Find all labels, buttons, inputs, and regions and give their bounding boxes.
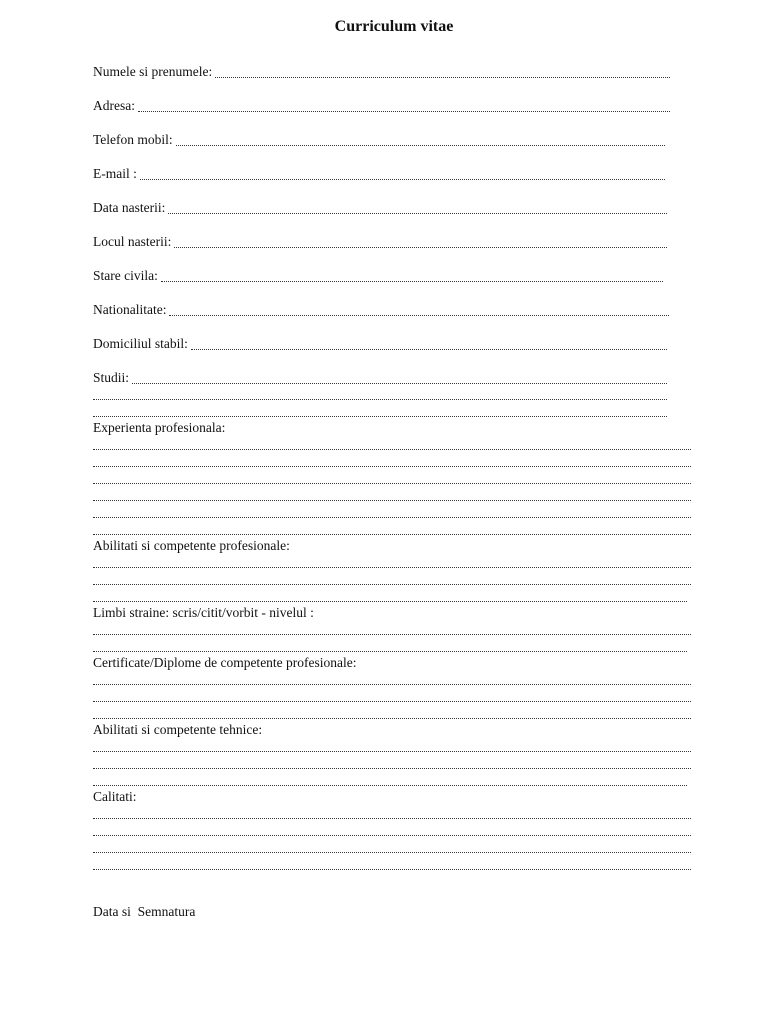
page-title: Curriculum vitae — [334, 18, 454, 35]
field-birth-date-label: Data nasterii: — [93, 200, 166, 215]
field-civil-status[interactable] — [93, 268, 663, 284]
professional-skills-line[interactable] — [93, 571, 691, 588]
field-phone-line[interactable] — [176, 133, 665, 146]
field-nationality-label: Nationalitate: — [93, 302, 167, 317]
languages-line[interactable] — [93, 621, 691, 638]
field-name-label: Numele si prenumele: — [93, 64, 213, 79]
experience-line[interactable] — [93, 521, 691, 538]
section-professional-skills-heading: Abilitati si competente profesionale: — [93, 538, 290, 553]
field-birth-date-line[interactable] — [168, 201, 667, 214]
field-studies[interactable] — [93, 370, 667, 386]
languages-line[interactable] — [93, 638, 687, 655]
field-address-line[interactable] — [138, 99, 670, 112]
signature-date-label: Data si Semnatura — [93, 904, 196, 919]
field-studies-line[interactable] — [132, 371, 667, 384]
field-civil-status-label: Stare civila: — [93, 268, 158, 283]
experience-line[interactable] — [93, 436, 691, 453]
experience-line[interactable] — [93, 453, 691, 470]
qualities-line[interactable] — [93, 839, 691, 856]
field-nationality-line[interactable] — [169, 303, 669, 316]
qualities-line[interactable] — [93, 822, 691, 839]
cv-form — [93, 64, 693, 873]
section-qualities-heading: Calitati: — [93, 789, 137, 804]
section-certificates-heading: Certificate/Diplome de competente profesionale: — [93, 655, 357, 670]
technical-skills-line[interactable] — [93, 738, 691, 755]
field-email[interactable] — [93, 166, 665, 182]
field-civil-status-line[interactable] — [161, 269, 663, 282]
field-studies-label: Studii: — [93, 370, 130, 385]
field-address[interactable] — [93, 98, 670, 114]
field-residence[interactable] — [93, 336, 667, 352]
field-birth-place-label: Locul nasterii: — [93, 234, 172, 249]
section-technical-skills-heading: Abilitati si competente tehnice: — [93, 722, 263, 737]
field-nationality[interactable] — [93, 302, 669, 318]
certificates-line[interactable] — [93, 688, 691, 705]
professional-skills-line[interactable] — [93, 588, 687, 605]
field-phone[interactable] — [93, 132, 665, 148]
field-address-label: Adresa: — [93, 98, 135, 113]
qualities-line[interactable] — [93, 805, 691, 822]
technical-skills-line[interactable] — [93, 772, 687, 789]
field-residence-line[interactable] — [191, 337, 667, 350]
field-birth-place-line[interactable] — [174, 235, 667, 248]
field-name[interactable] — [93, 64, 670, 80]
studies-line[interactable] — [93, 386, 667, 403]
technical-skills-line[interactable] — [93, 755, 691, 772]
field-email-line[interactable] — [140, 167, 665, 180]
experience-line[interactable] — [93, 487, 691, 504]
field-email-label: E-mail : — [93, 166, 137, 181]
studies-line[interactable] — [93, 403, 667, 420]
field-birth-date[interactable] — [93, 200, 667, 216]
certificates-line[interactable] — [93, 705, 691, 722]
qualities-line[interactable] — [93, 856, 691, 873]
experience-line[interactable] — [93, 470, 691, 487]
professional-skills-line[interactable] — [93, 554, 691, 571]
field-name-line[interactable] — [215, 65, 670, 78]
experience-line[interactable] — [93, 504, 691, 521]
field-birth-place[interactable] — [93, 234, 667, 250]
section-languages-heading: Limbi straine: scris/citit/vorbit - nivelul : — [93, 605, 314, 620]
section-experience-heading: Experienta profesionala: — [93, 420, 226, 435]
field-residence-label: Domiciliul stabil: — [93, 336, 188, 351]
certificates-line[interactable] — [93, 671, 691, 688]
field-phone-label: Telefon mobil: — [93, 132, 173, 147]
